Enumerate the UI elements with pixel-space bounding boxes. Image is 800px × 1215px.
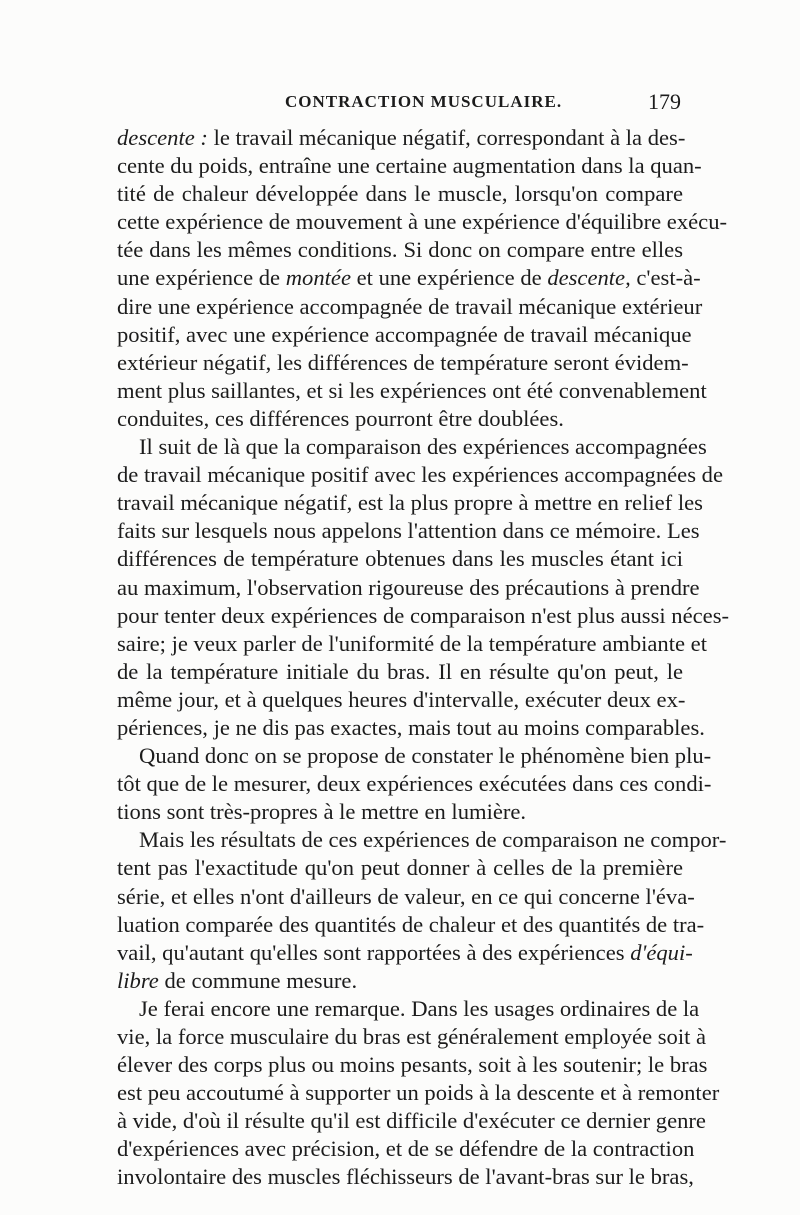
running-head: CONTRACTION MUSCULAIRE.	[285, 92, 563, 111]
text-line: est peu accoutumé à supporter un poids à la descente et à remonter	[117, 1080, 720, 1106]
text-line: travail mécanique négatif, est la plus propre à mettre en relief les	[117, 490, 703, 516]
italic-term: descente,	[547, 265, 631, 291]
page-header	[117, 89, 681, 122]
text-line: ment plus saillantes, et si les expériences ont été convenablement	[117, 377, 707, 403]
paragraph	[117, 742, 712, 826]
text-line: Je ferai encore une remarque. Dans les usages ordinaires de la	[139, 995, 700, 1021]
text-line: pour tenter deux expériences de comparaison n'est plus aussi néces-	[117, 602, 730, 628]
text-line: extérieur négatif, les différences de température seront évidem-	[117, 349, 689, 375]
text-line: cette expérience de mouvement à une expérience d'équilibre exécu-	[117, 209, 728, 235]
text-line: descente : le travail mécanique négatif, correspondant à la des-	[117, 125, 686, 150]
text-line: Il suit de là que la comparaison des expériences accompagnées	[139, 434, 707, 460]
text-line: Mais les résultats de ces expériences de comparaison ne compor-	[139, 827, 727, 853]
text-line: une expérience de montée et une expérience de descente, c'est-à-	[117, 265, 701, 291]
text-line: tôt que de le mesurer, deux expériences exécutées dans ces condi-	[117, 771, 712, 797]
paragraph	[117, 124, 728, 433]
text-line: conduites, ces différences pourront être doublées.	[117, 405, 564, 431]
text-line: faits sur lesquels nous appelons l'attention dans ce mémoire. Les	[117, 518, 700, 544]
text-line: série, et elles n'ont d'ailleurs de valeur, en ce qui concerne l'éva-	[117, 883, 695, 909]
text-line: au maximum, l'observation rigoureuse des précautions à prendre	[117, 574, 700, 600]
text-line: tions sont très-propres à le mettre en lumière.	[117, 799, 527, 825]
text-line: cente du poids, entraîne une certaine augmentation dans la quan-	[117, 153, 702, 179]
page-number: 179	[648, 89, 681, 114]
text-line: positif, avec une expérience accompagnée de travail mécanique	[117, 321, 692, 347]
italic-term: descente :	[117, 125, 208, 150]
text-line: de travail mécanique positif avec les expériences accompagnées de	[117, 462, 723, 488]
text-line: saire; je veux parler de l'uniformité de la température ambiante et	[117, 630, 707, 656]
text-line: vail, qu'autant qu'elles sont rapportées à des expériences d'équi-	[117, 939, 693, 965]
text-line: involontaire des muscles fléchisseurs de l'avant-bras sur le bras,	[117, 1164, 694, 1190]
text-line: d'expériences avec précision, et de se défendre de la contraction	[117, 1136, 695, 1162]
text-line: libre de commune mesure.	[117, 967, 358, 993]
italic-term: libre	[117, 967, 159, 993]
text-line: dire une expérience accompagnée de travail mécanique extérieur	[117, 293, 703, 319]
text-line: à vide, d'où il résulte qu'il est difficile d'exécuter ce dernier genre	[117, 1108, 706, 1134]
text-line: même jour, et à quelques heures d'intervalle, exécuter deux ex-	[117, 686, 686, 712]
text-line: luation comparée des quantités de chaleur et des quantités de tra-	[117, 911, 705, 937]
text-line: élever des corps plus ou moins pesants, soit à les soutenir; le bras	[117, 1052, 708, 1078]
paragraph	[117, 995, 720, 1192]
italic-term: d'équi-	[630, 939, 693, 965]
paragraph	[117, 433, 730, 742]
text-line: tité de chaleur développée dans le muscle, lorsqu'on compare	[117, 181, 683, 207]
text-line: différences de température obtenues dans les muscles étant ici	[117, 546, 683, 572]
body-text	[117, 124, 730, 1192]
paragraph	[117, 826, 727, 995]
italic-term: montée	[285, 265, 351, 291]
text-line: Quand donc on se propose de constater le phénomène bien plu-	[139, 743, 712, 769]
text-line: de la température initiale du bras. Il en résulte qu'on peut, le	[117, 658, 683, 684]
text-line: tée dans les mêmes conditions. Si donc on compare entre elles	[117, 237, 683, 263]
text-line: tent pas l'exactitude qu'on peut donner à celles de la première	[117, 855, 683, 881]
text-line: vie, la force musculaire du bras est généralement employée soit à	[117, 1024, 707, 1049]
text-line: périences, je ne dis pas exactes, mais tout au moins comparables.	[117, 714, 705, 740]
